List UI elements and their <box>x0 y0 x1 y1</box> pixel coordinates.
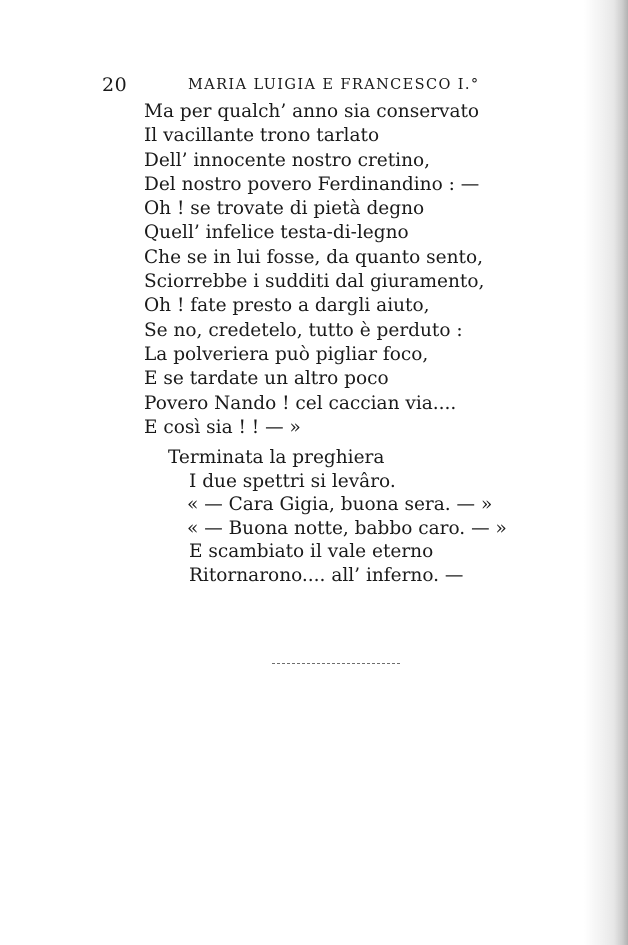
verse-line: E così sia ! ! — » <box>144 416 301 438</box>
verse-line: Che se in lui fosse, da quanto sento, <box>144 246 483 268</box>
verse-line: Ritornarono.... all’ inferno. — <box>189 564 464 586</box>
running-title: MARIA LUIGIA E FRANCESCO I.° <box>188 77 480 93</box>
verse-line: E se tardate un altro poco <box>144 368 389 390</box>
verse-line: Del nostro povero Ferdinandino : — <box>144 173 480 195</box>
section-end-rule <box>272 663 400 664</box>
verse-line: La polveriera può pigliar foco, <box>144 343 429 365</box>
verse-line: Se no, credetelo, tutto è perduto : <box>144 319 463 341</box>
verse-line-dialogue: « — Buona notte, babbo caro. — » <box>187 517 507 539</box>
verse-line: Povero Nando ! cel caccian via.... <box>144 392 457 414</box>
verse-line: Dell’ innocente nostro cretino, <box>144 149 431 171</box>
verse-line: Oh ! fate presto a dargli aiuto, <box>144 295 430 317</box>
verse-line: Quell’ infelice testa-di-legno <box>144 222 409 244</box>
poem-stanza-2 <box>168 446 507 588</box>
verse-line: E scambiato il vale eterno <box>189 541 434 563</box>
poem-stanza-1 <box>144 100 484 440</box>
verse-line: Ma per qualch’ anno sia conservato <box>144 101 480 122</box>
verse-line: I due spettri si levâro. <box>189 470 396 492</box>
verse-line: Il vacillante trono tarlato <box>144 125 380 147</box>
verse-line: Sciorrebbe i sudditi dal giuramento, <box>144 271 485 293</box>
verse-line-dialogue: « — Cara Gigia, buona sera. — » <box>187 494 493 516</box>
page-number: 20 <box>102 74 128 96</box>
page-edge-shadow <box>614 0 628 945</box>
verse-line: Terminata la preghiera <box>168 447 385 468</box>
verse-line: Oh ! se trovate di pietà degno <box>144 198 425 220</box>
